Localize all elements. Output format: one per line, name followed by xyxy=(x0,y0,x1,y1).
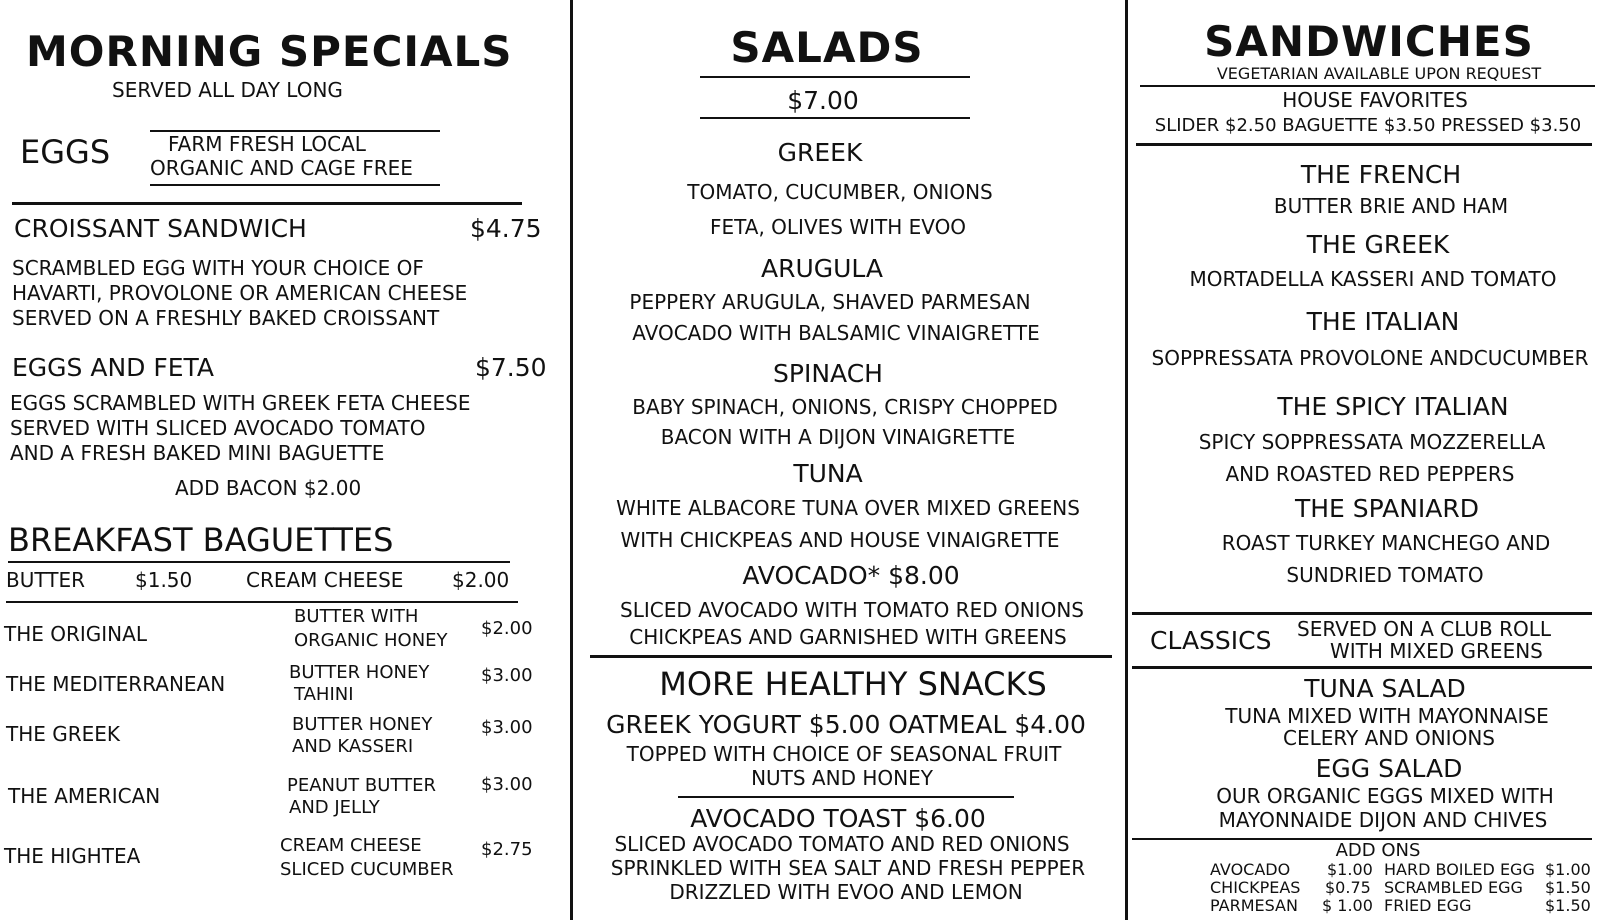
salad-description: SLICED AVOCADO WITH TOMATO RED ONIONS xyxy=(620,598,1084,622)
addon-name: AVOCADO xyxy=(1210,860,1291,879)
divider xyxy=(150,184,440,186)
addon-price: $1.50 xyxy=(1545,896,1591,915)
baguette-name: THE HIGHTEA xyxy=(4,844,141,868)
add-ons-title: ADD ONS xyxy=(1335,840,1421,861)
baguette-name: THE AMERICAN xyxy=(8,784,161,808)
baguette-price: $3.00 xyxy=(481,717,533,738)
morning-specials-subtitle: SERVED ALL DAY LONG xyxy=(112,78,343,102)
menu-item-name: CROISSANT SANDWICH xyxy=(14,214,307,243)
classics-heading: CLASSICS xyxy=(1150,626,1272,655)
sandwich-size-prices: SLIDER $2.50 BAGUETTE $3.50 PRESSED $3.50 xyxy=(1154,115,1582,136)
baguette-description: BUTTER HONEY xyxy=(292,714,433,735)
baguette-name: THE GREEK xyxy=(6,722,121,746)
snack-name: GREEK YOGURT $5.00 OATMEAL $4.00 xyxy=(606,710,1086,739)
addon-name: FRIED EGG xyxy=(1384,896,1472,915)
section-divider xyxy=(1136,143,1592,146)
base-option-price: $2.00 xyxy=(452,568,510,592)
addon-price: $1.00 xyxy=(1545,860,1591,879)
menu-item-description: AND A FRESH BAKED MINI BAGUETTE xyxy=(10,441,385,465)
salads-price: $7.00 xyxy=(787,86,859,115)
divider xyxy=(8,561,510,563)
sandwich-description: BUTTER BRIE AND HAM xyxy=(1273,194,1509,218)
baguette-price: $2.00 xyxy=(481,618,533,639)
menu-item-price: $7.50 xyxy=(475,353,547,382)
classic-name: TUNA SALAD xyxy=(1304,674,1466,703)
salad-name: TUNA xyxy=(793,459,863,488)
add-bacon-note: ADD BACON $2.00 xyxy=(175,476,362,500)
base-option-price: $1.50 xyxy=(135,568,193,592)
baguette-price: $3.00 xyxy=(481,665,533,686)
snack-description: TOPPED WITH CHOICE OF SEASONAL FRUIT xyxy=(626,742,1062,766)
sandwiches-title: SANDWICHES xyxy=(1204,17,1534,66)
baguette-description: BUTTER WITH xyxy=(294,606,419,627)
salad-name: GREEK xyxy=(777,138,863,167)
menu-item-description: HAVARTI, PROVOLONE OR AMERICAN CHEESE xyxy=(12,281,468,305)
divider xyxy=(700,117,970,119)
snack-description: SPRINKLED WITH SEA SALT AND FRESH PEPPER xyxy=(610,856,1086,880)
salad-description: TOMATO, CUCUMBER, ONIONS xyxy=(687,180,993,204)
section-divider xyxy=(1132,666,1592,669)
morning-specials-title: MORNING SPECIALS xyxy=(26,27,513,76)
menu-item-price: $4.75 xyxy=(470,214,542,243)
eggs-heading: EGGS xyxy=(20,133,111,171)
classic-description: MAYONNAIDE DIJON AND CHIVES xyxy=(1218,808,1548,832)
salad-name: AVOCADO* $8.00 xyxy=(742,561,960,590)
salad-description: CHICKPEAS AND GARNISHED WITH GREENS xyxy=(629,625,1067,649)
section-divider xyxy=(590,655,1112,658)
addon-price: $ 1.00 xyxy=(1322,896,1373,915)
baguette-description: AND KASSERI xyxy=(292,736,414,757)
section-divider xyxy=(12,202,522,205)
divider xyxy=(700,76,970,78)
classic-description: OUR ORGANIC EGGS MIXED WITH xyxy=(1216,784,1554,808)
baguette-description: AND JELLY xyxy=(289,797,380,818)
baguette-description: TAHINI xyxy=(294,684,354,705)
addon-name: PARMESAN xyxy=(1210,896,1298,915)
divider xyxy=(678,796,1014,798)
base-option-label: BUTTER xyxy=(6,568,85,592)
divider xyxy=(6,601,518,603)
sandwiches-note: VEGETARIAN AVAILABLE UPON REQUEST xyxy=(1216,64,1542,83)
menu-item-name: EGGS AND FETA xyxy=(12,353,214,382)
baguette-name: THE ORIGINAL xyxy=(4,622,147,646)
eggs-note: ORGANIC AND CAGE FREE xyxy=(150,156,413,180)
snack-description: NUTS AND HONEY xyxy=(751,766,933,790)
salad-description: BABY SPINACH, ONIONS, CRISPY CHOPPED xyxy=(632,395,1058,419)
classic-description: CELERY AND ONIONS xyxy=(1283,726,1495,750)
baguette-description: BUTTER HONEY xyxy=(289,662,430,683)
healthy-snacks-title: MORE HEALTHY SNACKS xyxy=(659,665,1047,703)
addon-price: $1.00 xyxy=(1327,860,1373,879)
column-divider xyxy=(1125,0,1128,920)
addon-name: CHICKPEAS xyxy=(1210,878,1301,897)
sandwich-description: SOPPRESSATA PROVOLONE ANDCUCUMBER xyxy=(1151,346,1589,370)
baguette-description: ORGANIC HONEY xyxy=(294,630,448,651)
sandwich-description: SUNDRIED TOMATO xyxy=(1286,563,1484,587)
salad-name: SPINACH xyxy=(773,359,883,388)
salad-description: FETA, OLIVES WITH EVOO xyxy=(709,215,967,239)
sandwich-description: ROAST TURKEY MANCHEGO AND xyxy=(1221,531,1551,555)
baguette-price: $2.75 xyxy=(481,839,533,860)
section-divider xyxy=(1132,612,1592,615)
salad-description: WITH CHICKPEAS AND HOUSE VINAIGRETTE xyxy=(620,528,1060,552)
addon-name: SCRAMBLED EGG xyxy=(1384,878,1523,897)
salad-description: WHITE ALBACORE TUNA OVER MIXED GREENS xyxy=(616,496,1080,520)
sandwich-description: AND ROASTED RED PEPPERS xyxy=(1225,462,1515,486)
menu-item-description: EGGS SCRAMBLED WITH GREEK FETA CHEESE xyxy=(10,391,471,415)
salad-description: BACON WITH A DIJON VINAIGRETTE xyxy=(660,425,1016,449)
baguette-description: PEANUT BUTTER xyxy=(287,775,436,796)
column-divider xyxy=(570,0,573,920)
baguette-price: $3.00 xyxy=(481,774,533,795)
sandwich-description: MORTADELLA KASSERI AND TOMATO xyxy=(1189,267,1557,291)
sandwich-name: THE FRENCH xyxy=(1300,160,1462,189)
salad-name: ARUGULA xyxy=(760,254,884,283)
addon-price: $0.75 xyxy=(1325,878,1371,897)
sandwich-name: THE SPICY ITALIAN xyxy=(1277,392,1509,421)
divider xyxy=(1140,85,1595,87)
baguette-description: SLICED CUCUMBER xyxy=(280,859,454,880)
snack-name: AVOCADO TOAST $6.00 xyxy=(690,804,986,833)
sandwich-name: THE GREEK xyxy=(1306,230,1450,259)
sandwich-description: SPICY SOPPRESSATA MOZZERELLA xyxy=(1198,430,1546,454)
sandwich-name: THE SPANIARD xyxy=(1294,494,1480,523)
baguette-description: CREAM CHEESE xyxy=(280,835,422,856)
snack-description: DRIZZLED WITH EVOO AND LEMON xyxy=(669,880,1023,904)
menu-item-description: SERVED WITH SLICED AVOCADO TOMATO xyxy=(10,416,426,440)
salad-description: AVOCADO WITH BALSAMIC VINAIGRETTE xyxy=(632,321,1040,345)
salad-description: PEPPERY ARUGULA, SHAVED PARMESAN xyxy=(629,290,1031,314)
classics-note: WITH MIXED GREENS xyxy=(1330,639,1543,663)
addon-name: HARD BOILED EGG xyxy=(1384,860,1535,879)
classic-name: EGG SALAD xyxy=(1315,754,1463,783)
breakfast-baguettes-title: BREAKFAST BAGUETTES xyxy=(8,521,394,559)
classics-note: SERVED ON A CLUB ROLL xyxy=(1297,617,1552,641)
baguette-name: THE MEDITERRANEAN xyxy=(6,672,226,696)
snack-description: SLICED AVOCADO TOMATO AND RED ONIONS xyxy=(614,832,1070,856)
house-favorites-label: HOUSE FAVORITES xyxy=(1282,88,1468,112)
menu-item-description: SERVED ON A FRESHLY BAKED CROISSANT xyxy=(12,306,440,330)
addon-price: $1.50 xyxy=(1545,878,1591,897)
menu-item-description: SCRAMBLED EGG WITH YOUR CHOICE OF xyxy=(12,256,424,280)
base-option-label: CREAM CHEESE xyxy=(246,568,404,592)
sandwich-name: THE ITALIAN xyxy=(1306,307,1460,336)
salads-title: SALADS xyxy=(730,23,924,72)
eggs-note: FARM FRESH LOCAL xyxy=(168,132,366,156)
classic-description: TUNA MIXED WITH MAYONNAISE xyxy=(1225,704,1549,728)
